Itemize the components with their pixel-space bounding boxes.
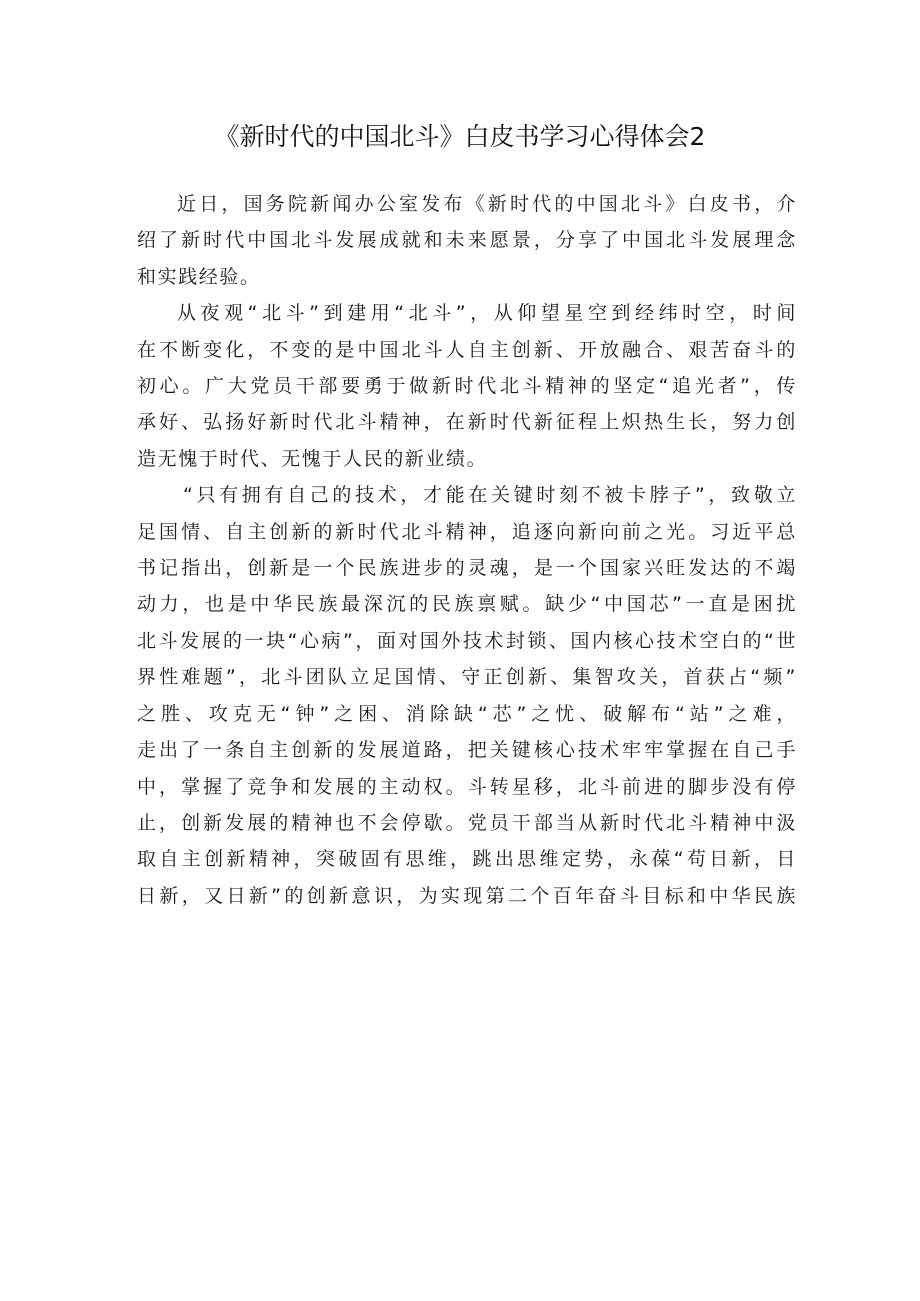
document-title: 《新时代的中国北斗》白皮书学习心得体会2	[214, 122, 706, 151]
text-line: 在不断变化，不变的是中国北斗人自主创新、开放融合、艰苦奋斗的	[137, 338, 797, 361]
text-line: 书记指出，创新是一个民族进步的灵魂，是一个国家兴旺发达的不竭	[137, 557, 797, 580]
text-line: 界性难题”，北斗团队立足国情、守正创新、集智攻关，首获占“频”	[137, 666, 797, 689]
text-line: 止，创新发展的精神也不会停歇。党员干部当从新时代北斗精神中汲	[137, 811, 797, 834]
text-line: 和实践经验。	[137, 265, 261, 288]
text-line: 取自主创新精神，突破固有思维，跳出思维定势，永葆“苟日新，日	[137, 848, 797, 871]
text-line: 之胜、攻克无“钟”之困、消除缺“芯”之忧、破解布“站”之难，	[137, 702, 797, 725]
text-line: 足国情、自主创新的新时代北斗精神，追逐向新向前之光。习近平总	[137, 520, 797, 543]
text-line: 从夜观“北斗”到建用“北斗”，从仰望星空到经纬时空，时间	[177, 302, 797, 325]
text-line: 近日，国务院新闻办公室发布《新时代的中国北斗》白皮书，介	[177, 193, 797, 215]
document-body	[137, 186, 797, 914]
paragraph-1	[137, 186, 797, 295]
text-line: 走出了一条自主创新的发展道路，把关键核心技术牢牢掌握在自己手	[137, 739, 797, 762]
text-line: 承好、弘扬好新时代北斗精神，在新时代新征程上炽热生长，努力创	[137, 411, 797, 434]
text-line: 中，掌握了竞争和发展的主动权。斗转星移，北斗前进的脚步没有停	[137, 775, 797, 798]
text-line: 北斗发展的一块“心病”，面对国外技术封锁、国内核心技术空白的“世	[137, 629, 797, 652]
paragraph-3	[137, 477, 797, 914]
paragraph-2	[137, 295, 797, 477]
text-line: “只有拥有自己的技术，才能在关键时刻不被卡脖子”，致敬立	[183, 484, 797, 507]
text-line: 绍了新时代中国北斗发展成就和未来愿景，分享了中国北斗发展理念	[137, 229, 797, 252]
text-line: 日新，又日新”的创新意识，为实现第二个百年奋斗目标和中华民族	[137, 884, 797, 907]
text-line: 动力，也是中华民族最深沉的民族禀赋。缺少“中国芯”一直是困扰	[137, 593, 797, 616]
text-line: 造无愧于时代、无愧于人民的新业绩。	[137, 447, 488, 470]
text-line: 初心。广大党员干部要勇于做新时代北斗精神的坚定“追光者”，传	[137, 375, 797, 398]
